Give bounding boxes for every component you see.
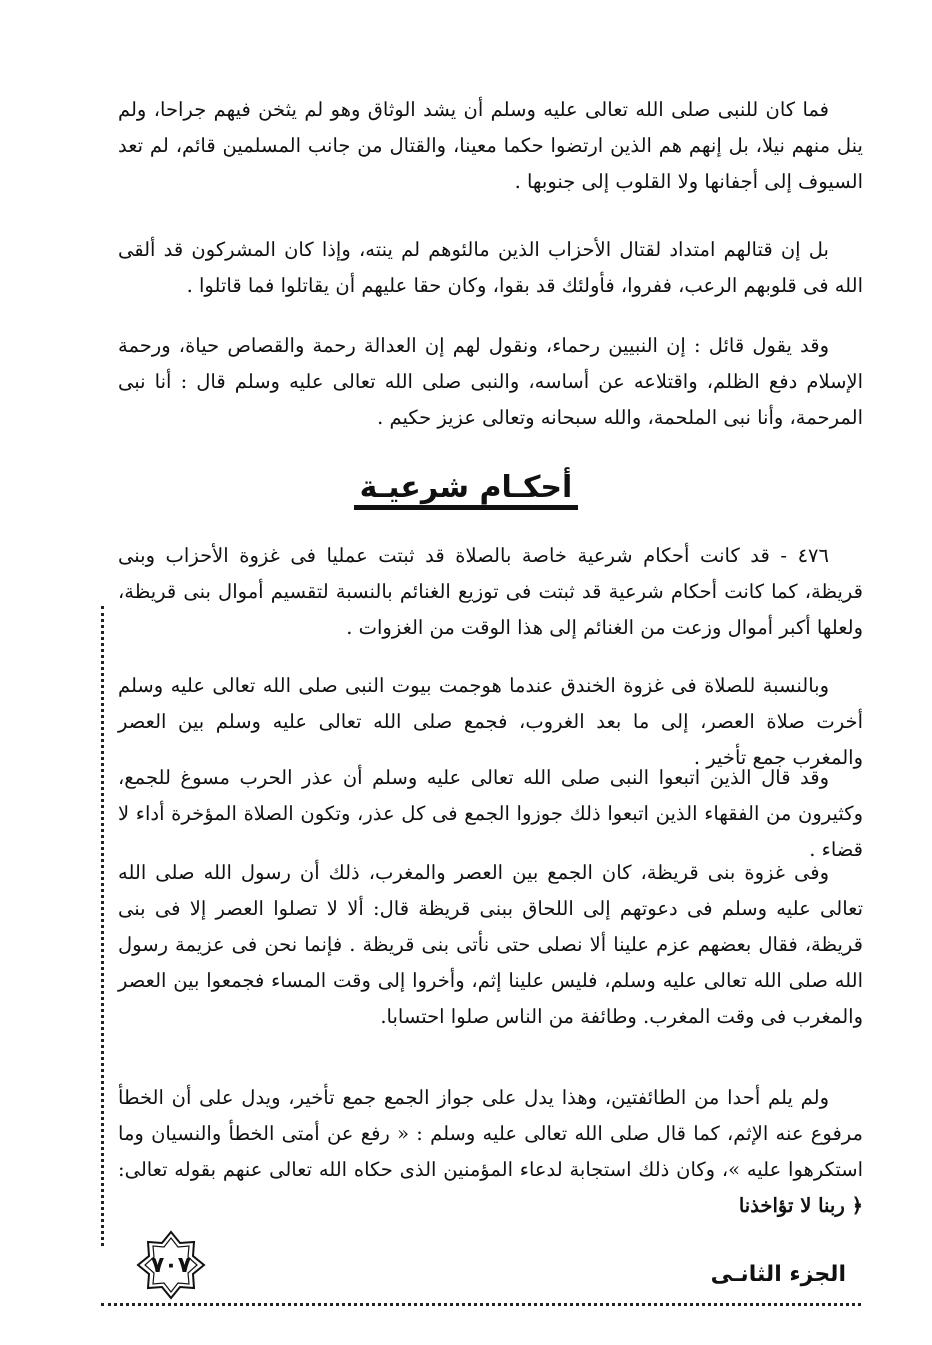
- paragraph-text: فما كان للنبى صلى الله تعالى عليه وسلم أن يشد الوثاق وهو لم يثخن فيهم جراحا، ولم ينل منهم نيلا، بل إنهم هم الذين ارتضوا حكما معينا، والقتال من جانب المسلمين قائم، لم تعد السيوف إلى أجفانها ولا القلوب إلى جنوبها .: [118, 98, 863, 193]
- paragraph-text: بل إن قتالهم امتداد لقتال الأحزاب الذين مالئوهم لم ينته، وإذا كان المشركون قد ألقى الله فى قلوبهم الرعب، ففروا، فأولئك قد بقوا، وكان حقا عليهم أن يقاتلوا فما قاتلوا .: [118, 238, 863, 297]
- paragraph-text: وقد قال الذين اتبعوا النبى صلى الله تعالى عليه وسلم أن عذر الحرب مسوغ للجمع، وكثيرون من الفقهاء الذين اتبعوا ذلك جوزوا الجمع فى كل عذر، وتكون الصلاة المؤخرة أداء لا قضاء .: [118, 766, 863, 861]
- paragraph-text: [118, 1080, 863, 1224]
- quran-quote-text: ﴿ ربنا لا تؤاخذنا: [738, 1194, 863, 1217]
- paragraph-text: وبالنسبة للصلاة فى غزوة الخندق عندما هوجمت بيوت النبى صلى الله تعالى عليه وسلم أخرت صلاة العصر، إلى ما بعد الغروب، فجمع صلى الله تعالى عليه وسلم بين العصر والمغرب جمع تأخير .: [118, 674, 863, 769]
- dotted-border-bottom: [101, 1303, 861, 1306]
- part-label: الجزء الثانـى: [710, 1262, 846, 1287]
- paragraph-4: [118, 538, 863, 646]
- paragraph-1: [118, 92, 863, 200]
- section-heading-text: أحكـام شرعيـة: [354, 470, 579, 510]
- paragraph-8: [118, 1080, 863, 1224]
- paragraph-text: وقد يقول قائل : إن النبيين رحماء، ونقول لهم إن العدالة رحمة والقصاص حياة، ورحمة الإسلام دفع الظلم، واقتلاعه عن أساسه، والنبى صلى الله تعالى عليه وسلم قال : أنا نبى المرحمة، وأنا نبى الملحمة، والله سبحانه وتعالى عزيز حكيم .: [118, 334, 863, 429]
- paragraph-7: [118, 855, 863, 1035]
- page-number: ٧٠٧: [150, 1252, 192, 1278]
- paragraph-3: [118, 328, 863, 436]
- paragraph-main-text: ولم يلم أحدا من الطائفتين، وهذا يدل على جواز الجمع جمع تأخير، ويدل على أن الخطأ مرفوع عنه الإثم، كما قال صلى الله تعالى عليه وسلم : « رفع عن أمتى الخطأ والنسيان وما استكرهوا عليه »، وكان ذلك استجابة لدعاء المؤمنين الذى حكاه الله تعالى عنهم بقوله تعالى:: [118, 1086, 863, 1181]
- paragraph-2: [118, 232, 863, 304]
- dotted-border-left: [101, 606, 104, 1246]
- section-heading: [0, 470, 932, 505]
- paragraph-text: وفى غزوة بنى قريظة، كان الجمع بين العصر والمغرب، ذلك أن رسول الله صلى الله تعالى عليه وسلم فى دعوتهم إلى اللحاق ببنى قريظة قال: ألا لا تصلوا العصر إلا فى بنى قريظة، فقال بعضهم عزم علينا ألا نصلى حتى نأتى بنى قريظة . فإنما نحن فى عزيمة رسول الله صلى الله تعالى عليه وسلم، فليس علينا إثم، وأخروا إلى وقت المساء فجمعوا بين العصر والمغرب فى وقت المغرب. وطائفة من الناس صلوا احتسابا.: [118, 861, 863, 1028]
- paragraph-text: ٤٧٦ - قد كانت أحكام شرعية خاصة بالصلاة قد ثبتت عمليا فى غزوة الأحزاب وبنى قريظة، كما كانت أحكام شرعية قد ثبتت فى توزيع الغنائم بالنسبة لتقسيم أموال بنى قريظة، ولعلها أكبر أموال وزعت من الغنائم إلى هذا الوقت من الغزوات .: [118, 544, 863, 639]
- paragraph-6: [118, 760, 863, 868]
